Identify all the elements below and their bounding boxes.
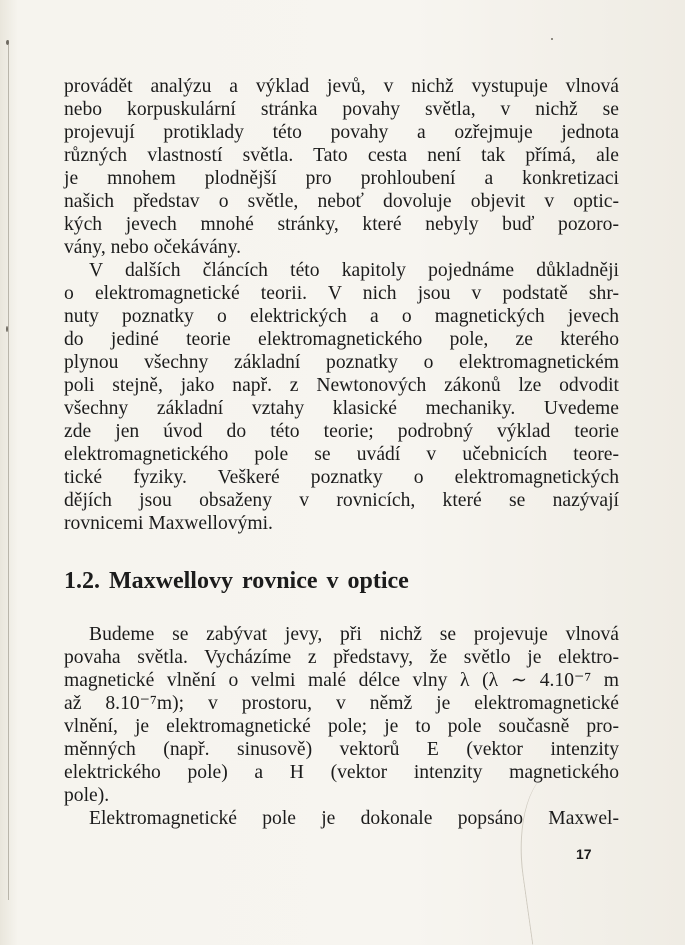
paragraph2-line: o elektromagnetické teorii. V nich jsou v podstatě shr-	[64, 283, 619, 304]
paragraph2-line: plynou všechny základní poznatky o elektromagnetickém	[64, 352, 619, 373]
paragraph1-line: kých jevech mnohé stránky, které nebyly buď pozoro-	[64, 214, 619, 235]
paragraph3-line: magnetické vlnění o velmi malé délce vlny λ (λ ∼ 4.10⁻⁷ m	[64, 670, 619, 691]
scan-speck	[6, 40, 9, 45]
paragraph2-line: rovnicemi Maxwellovými.	[64, 513, 273, 534]
scan-speck	[551, 38, 553, 40]
page-edge-shadow	[8, 40, 9, 900]
paragraph1-line: projevují protiklady této povahy a ozřejmuje jednota	[64, 122, 619, 143]
paragraph1-line: vány, nebo očekávány.	[64, 237, 241, 258]
paragraph2-line: nuty poznatky o elektrických a o magnetických jevech	[64, 306, 619, 327]
page-number: 17	[576, 846, 592, 862]
section-heading: 1.2. Maxwellovy rovnice v optice	[64, 568, 409, 594]
paragraph2-line: dějích jsou obsaženy v rovnicích, které se nazývají	[64, 490, 619, 511]
paragraph3-line: elektrického pole) a H (vektor intenzity magnetického	[64, 762, 619, 783]
paragraph4-line: Elektromagnetické pole je dokonale popsáno Maxwel-	[89, 808, 619, 829]
paragraph1-line: našich představ o světle, neboť dovoluje objevit v optic-	[64, 191, 619, 212]
paragraph1-line: různých vlastností světla. Tato cesta není tak přímá, ale	[64, 145, 619, 166]
paragraph3-line: pole).	[64, 785, 110, 806]
paragraph1-line: nebo korpuskulární stránka povahy světla, v nichž se	[64, 99, 619, 120]
paragraph1-line: je mnohem plodnější pro prohloubení a konkretizaci	[64, 168, 619, 189]
paragraph2-line: poli stejně, jako např. z Newtonových zákonů lze odvodit	[64, 375, 619, 396]
paragraph2-line: zde jen úvod do této teorie; podrobný výklad teorie	[64, 421, 619, 442]
paragraph2-line: tické fyziky. Veškeré poznatky o elektromagnetických	[64, 467, 619, 488]
paragraph3-line: Budeme se zabývat jevy, při nichž se projevuje vlnová	[89, 624, 619, 645]
paragraph2-line: do jediné teorie elektromagnetického pole, ze kterého	[64, 329, 619, 350]
paragraph2-line: V dalších článcích této kapitoly pojednáme důkladněji	[89, 260, 619, 281]
paragraph3-line: měnných (např. sinusově) vektorů E (vektor intenzity	[64, 739, 619, 760]
paragraph2-line: elektromagnetického pole se uvádí v učebnicích teore-	[64, 444, 619, 465]
paragraph1-line: provádět analýzu a výklad jevů, v nichž vystupuje vlnová	[64, 76, 619, 97]
paragraph3-line: vlnění, je elektromagnetické pole; je to pole současně pro-	[64, 716, 619, 737]
paragraph3-line: povaha světla. Vycházíme z představy, že světlo je elektro-	[64, 647, 619, 668]
scan-speck	[6, 326, 8, 332]
paragraph3-line: až 8.10⁻⁷m); v prostoru, v němž je elektromagnetické	[64, 693, 619, 714]
paragraph2-line: všechny základní vztahy klasické mechaniky. Uvedeme	[64, 398, 619, 419]
